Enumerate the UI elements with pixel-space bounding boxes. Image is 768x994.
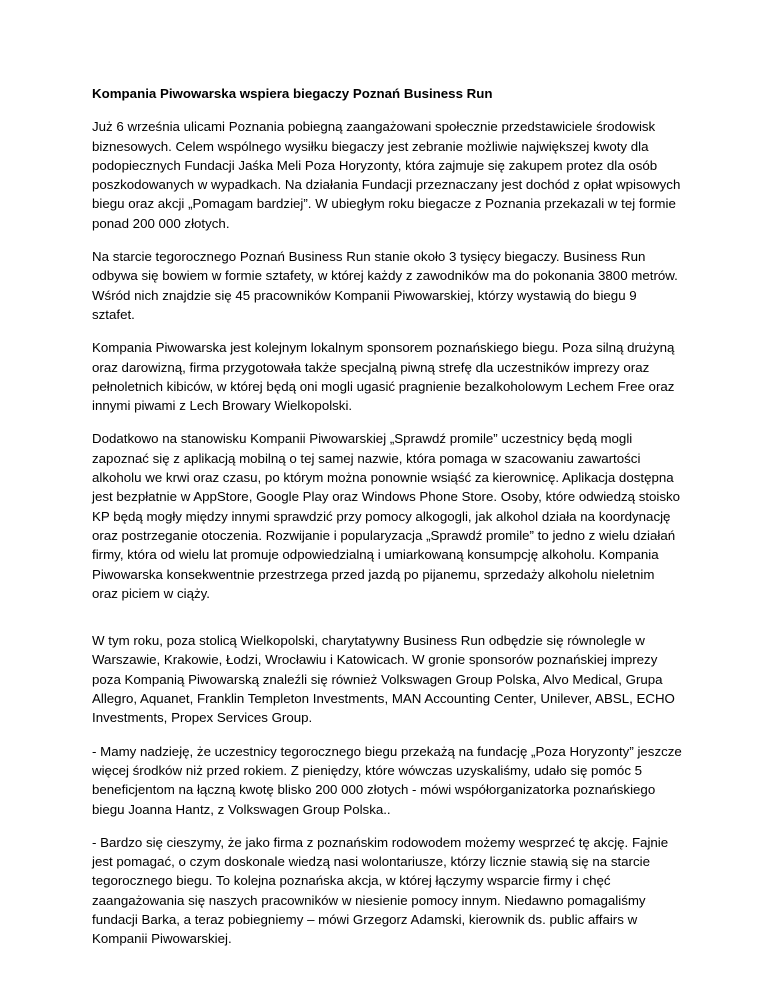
- paragraph-sponsor: Kompania Piwowarska jest kolejnym lokalnym sponsorem poznańskiego biegu. Poza silną drużyną oraz darowizną, firma przygotowała także specjalną piwną strefę dla uczestników imprezy oraz pełnoletnich kibiców, w której będą oni mogli ugasić pragnienie bezalkoholowym Lechem Free oraz innymi piwami z Lech Browary Wielkopolski.: [92, 340, 675, 414]
- paragraph-intro: Już 6 września ulicami Poznania pobiegną zaangażowani społecznie przedstawiciele środowisk biznesowych. Celem wspólnego wysiłku biegaczy jest zebranie możliwie największej kwoty dla podopiecznych Fundacji Jaśka Meli Poza Horyzonty, która zajmuje się zakupem protez dla osób poszkodowanych w wypadkach. Na działania Fundacji przeznaczany jest dochód z opłat wpisowych biegu oraz akcji „Pomagam bardziej”. W ubiegłym roku biegacze z Poznania przekazali w tej formie ponad 200 000 złotych.: [92, 119, 681, 231]
- paragraph-cities: W tym roku, poza stolicą Wielkopolski, charytatywny Business Run odbędzie się równolegle w Warszawie, Krakowie, Łodzi, Wrocławiu i Katowicach. W gronie sponsorów poznańskiej imprezy poza Kompanią Piwowarską znaleźli się również Volkswagen Group Polska, Alvo Medical, Grupa Allegro, Aquanet, Franklin Templeton Investments, MAN Accounting Center, Unilever, ABSL, ECHO Investments, Propex Services Group.: [92, 633, 675, 726]
- document-body: [92, 84, 682, 963]
- document-title: Kompania Piwowarska wspiera biegaczy Poznań Business Run: [92, 86, 493, 101]
- paragraph-start: Na starcie tegorocznego Poznań Business Run stanie około 3 tysięcy biegaczy. Business Run odbywa się bowiem w formie sztafety, w której każdy z zawodników ma do pokonania 3800 metrów. Wśród nich znajdzie się 45 pracowników Kompanii Piwowarskiej, którzy wystawią do biegu 9 sztafet.: [92, 249, 678, 322]
- paragraph-quote-hantz: - Mamy nadzieję, że uczestnicy tegorocznego biegu przekażą na fundację „Poza Horyzonty” jeszcze więcej środków niż przed rokiem. Z pieniędzy, które wówczas uzyskaliśmy, udało się pomóc 5 beneficjentom na łączną kwotę blisko 200 000 złotych - mówi współorganizatorka poznańskiego biegu Joanna Hantz, z Volkswagen Group Polska..: [92, 743, 682, 817]
- paragraph-quote-adamski: - Bardzo się cieszymy, że jako firma z poznańskim rodowodem możemy wesprzeć tę akcję. Fajnie jest pomagać, o czym doskonale wiedzą nasi wolontariusze, którzy licznie stawią się na starcie tegorocznego biegu. To kolejna poznańska akcja, w której łączymy wsparcie firmy i chęć zaangażowania się naszych pracowników w niesienie pomocy innym. Niedawno pomagaliśmy fundacji Barka, a teraz pobiegniemy – mówi Grzegorz Adamski, kierownik ds. public affairs w Kompanii Piwowarskiej.: [92, 834, 669, 947]
- paragraph-app: Dodatkowo na stanowisku Kompanii Piwowarskiej „Sprawdź promile” uczestnicy będą mogli zapoznać się z aplikacją mobilną o tej samej nazwie, która pomaga w szacowaniu zawartości alkoholu we krwi oraz czasu, po którym można ponownie wsiąść za kierownicę. Aplikacja dostępna jest bezpłatnie w AppStore, Google Play oraz Windows Phone Store. Osoby, które odwiedzą stoisko KP będą mogły między innymi sprawdzić przy pomocy alkogogli, jak alkohol działa na koordynację oraz postrzeganie otoczenia. Rozwijanie i popularyzacja „Sprawdź promile” to jedno z wielu działań firmy, która od wielu lat promuje odpowiedzialną i umiarkowaną konsumpcję alkoholu. Kompania Piwowarska konsekwentnie przestrzega przed jazdą po pijanemu, sprzedaży alkoholu nieletnim oraz piciem w ciąży.: [92, 431, 681, 601]
